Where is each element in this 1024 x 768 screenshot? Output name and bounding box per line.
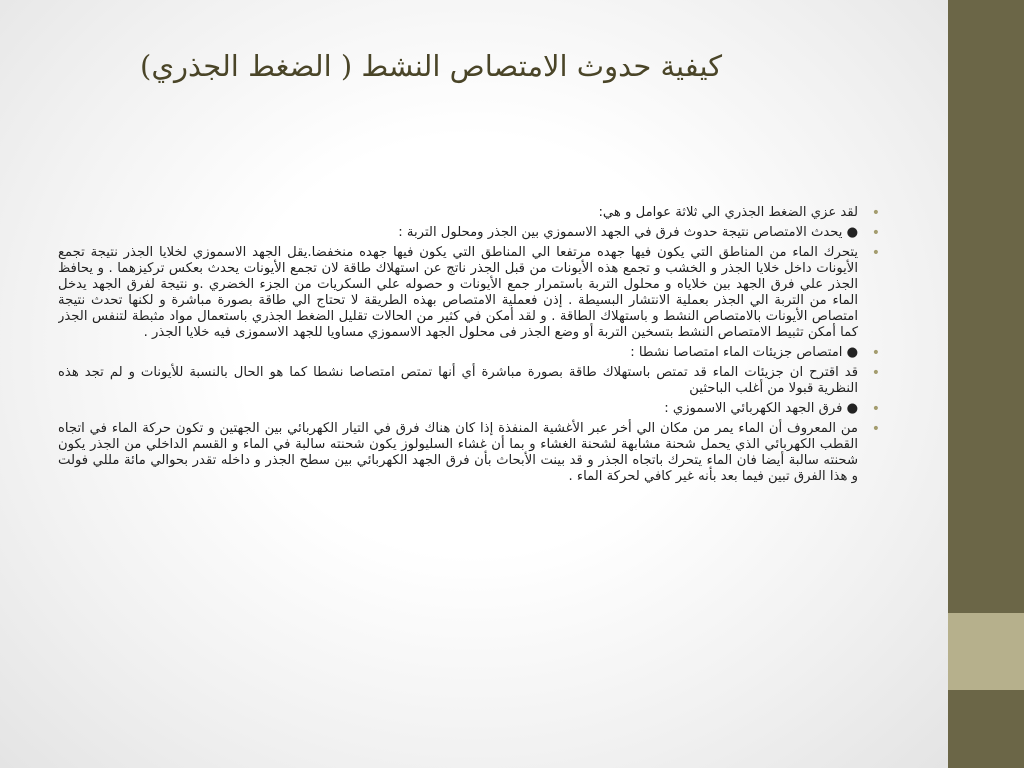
bullet-text: يحدث الامتصاص نتيجة حدوث فرق في الجهد الاسموزي بين الجذر ومحلول التربة :	[398, 225, 843, 240]
inner-bullet-mark: ●	[846, 401, 858, 416]
inner-bullet-mark: ●	[846, 225, 858, 240]
bullet-text: امتصاص جزيئات الماء امتصاصا نشطا :	[630, 345, 843, 360]
bullet-text: يتحرك الماء من المناطق التي يكون فيها جهده مرتفعا الي المناطق التي يكون فيها جهده منخفضا.يقل الجهد الاسموزي لخلايا الجذر نتيجة تجمع الأيونات داخل خلايا الجذر و الخشب و تجمع هذه الأيونات من قبل الجذر ناتج عن استهلاك طاقة لان تجمع الأيونات يحدث بعكس تركيزهما . و يحافظ الجذر علي فرق الجهد بين خلاياه و محلول التربة باستمرار جمع الأيونات و حصوله علي السكريات من الجزء الخضري .و نتيجة لفرق الجهد يدخل الماء من التربة الي الجذر بعملية الانتشار البسيطة . إذن فعملية الامتصاص بهذه الطريقة لا تحتاج الي طاقة بصورة مباشرة و لكنها تحدث نتيجة امتصاص الأيونات بالامتصاص النشط و باستهلاك الطاقة . و لقد أمكن في كثير من الحالات تقليل الضغط الجذري باستعمال مواد مثبطة لتنفس الجذر كما أمكن تثبيط الامتصاص النشط بتسخين التربة أو وضع الجذر فى محلول الجهد الاسموزي مساويا للجهد الاسموزى فيه خلايا الجذر .	[58, 245, 858, 340]
bullet-item-active-water-heading	[58, 345, 880, 361]
bullet-item-osmotic-heading	[58, 225, 880, 241]
inner-bullet-mark: ●	[846, 345, 858, 360]
bullet-text: من المعروف أن الماء يمر من مكان الي أخر عبر الأغشية المنفذة إذا كان هناك فرق في التيار الكهربائي بين الجهتين و تكون حركة الماء في اتجاه القطب الكهربائي الذي يحمل شحنة مشابهة لشحنة الغشاء و بما أن غشاء السليولوز يكون شحنته سالبة في الماء و القسم الداخلي من الجذر يكون شحنته سالبة أيضا فان الماء يتحرك باتجاه الجذر و قد بينت الأبحاث بأن فرق الجهد الكهربائي بين سطح الجذر و داخله تقدر بحوالي مائة مللي فولت و هذا الفرق تبين فيما بعد بأنه غير كافي لحركة الماء .	[58, 421, 858, 484]
slide-body	[58, 205, 880, 635]
slide-title: كيفية حدوث الامتصاص النشط ( الضغط الجذري)	[140, 49, 722, 83]
bullet-item-active-water-explanation	[58, 365, 880, 397]
bullet-text: قد اقترح ان جزيئات الماء قد تمتص باستهلاك طاقة بصورة مباشرة أي أنها تمتص امتصاصا نشطا كما هو الحال بالنسبة للأيونات و لم تجد هذه النظرية قبولا من أغلب الباحثين	[58, 365, 858, 396]
bullet-item-electro-osmotic-explanation	[58, 421, 880, 485]
bullet-text: فرق الجهد الكهربائي الاسموزي :	[664, 401, 843, 416]
bullet-item-causes-intro	[58, 205, 880, 221]
bullet-item-osmotic-explanation	[58, 245, 880, 341]
bullet-item-electro-osmotic-heading	[58, 401, 880, 417]
bullet-list	[58, 205, 880, 485]
side-decor-band-light	[948, 613, 1024, 690]
side-decor-band-bottom	[948, 690, 1024, 768]
bullet-text: لقد عزي الضغط الجذري الي ثلاثة عوامل و هي:	[598, 205, 858, 220]
side-decor-band-top	[948, 0, 1024, 613]
